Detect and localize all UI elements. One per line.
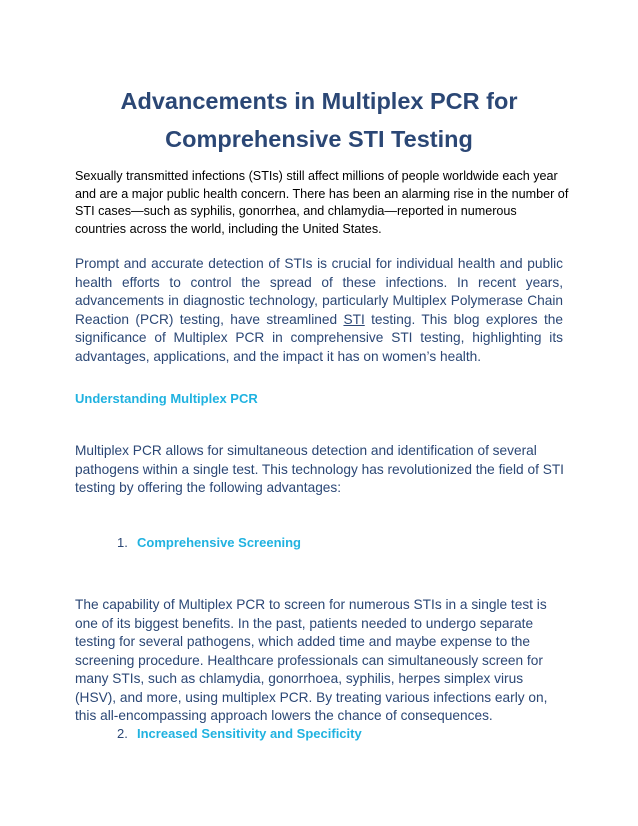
intro-paragraph: Sexually transmitted infections (STIs) still affect millions of people worldwide each year and are a major public health concern. There has been an alarming rise in the number of STI cases—such as syphilis, gonorrhea, and chlamydia—reported in numerous countries across the world, including the United States. [75, 169, 569, 236]
list-label: Increased Sensitivity and Specificity [137, 726, 362, 741]
sti-link[interactable]: STI [343, 311, 365, 327]
section-intro-paragraph: Multiplex PCR allows for simultaneous detection and identification of several pathogens within a single test. This technology has revolutionized the field of STI testing by offering the following advantages: [75, 443, 564, 495]
document-title [60, 82, 578, 158]
lead-text-after: testing. This blog explores the significance of Multiplex PCR in comprehensive STI testing, highlighting its advantages, applications, and the impact it has on women’s health. [75, 311, 563, 364]
item1-body-paragraph: The capability of Multiplex PCR to screen for numerous STIs in a single test is one of its biggest benefits. In the past, patients needed to undergo separate testing for several pathogens, which added time and maybe expense to the screening procedure. Healthcare professionals can simultaneously screen for many STIs, such as chlamydia, gonorrhoea, syphilis, herpes simplex virus (HSV), and more, using multiplex PCR. By treating various infections early on, this all-encompassing approach lowers the chance of consequences. [75, 597, 548, 723]
section-heading: Understanding Multiplex PCR [75, 391, 258, 406]
list-number: 2. [117, 726, 128, 741]
list-label: Comprehensive Screening [137, 535, 301, 550]
title-line-2: Comprehensive STI Testing [165, 126, 473, 152]
list-number: 1. [117, 535, 128, 550]
list-item-2 [117, 726, 362, 741]
lead-paragraph [75, 255, 563, 366]
list-item-1 [117, 535, 301, 550]
lead-text-before: Prompt and accurate detection of STIs is crucial for individual health and public health efforts to control the spread of these infections. In recent years, advancements in diagnostic technology, particularly Multiplex Polymerase Chain Reaction (PCR) testing, have streamlined [75, 256, 563, 327]
title-line-1: Advancements in Multiplex PCR for [120, 88, 518, 114]
